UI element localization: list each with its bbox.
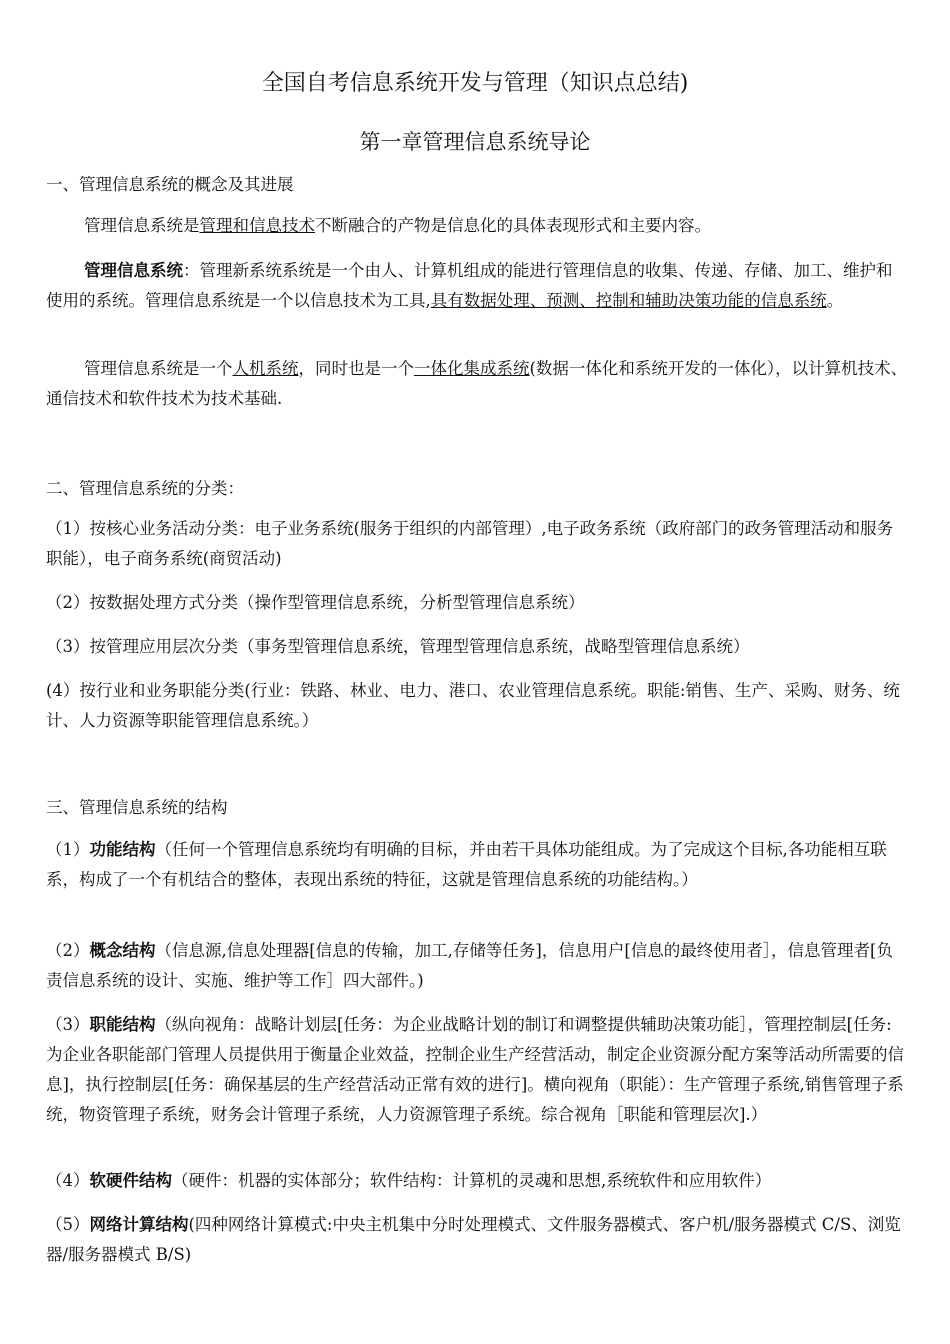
s2-item-3: （3）按管理应用层次分类（事务型管理信息系统，管理型管理信息系统，战略型管理信息系统） bbox=[46, 637, 750, 656]
underline-text: 人机系统 bbox=[232, 359, 299, 378]
s3-item-2: （2）概念结构（信息源,信息处理器[信息的传输，加工,存储等任务]，信息用户[信息的最终使用者］，信息管理者[负责信息系统的设计、实施、维护等工作］四大部件。) bbox=[46, 941, 893, 990]
section-3-heading: 三、管理信息系统的结构 bbox=[46, 798, 228, 817]
underline-text: 具有数据处理、预测、控制和辅助决策功能的信息系统 bbox=[430, 291, 827, 310]
s2-item-1: （1）按核心业务活动分类：电子业务系统(服务于组织的内部管理）,电子政务系统（政府部门的政务管理活动和服务职能），电子商务系统(商贸活动) bbox=[46, 519, 894, 568]
bold-term: 职能结构 bbox=[89, 1015, 156, 1034]
s2-item-4: (4）按行业和业务职能分类(行业：铁路、林业、电力、港口、农业管理信息系统。职能:销售、生产、采购、财务、统计、人力资源等职能管理信息系统。） bbox=[46, 681, 900, 730]
section-1-heading: 一、管理信息系统的概念及其进展 bbox=[46, 175, 294, 194]
bold-term: 网络计算结构 bbox=[89, 1215, 189, 1234]
bold-term: 管理信息系统 bbox=[84, 261, 183, 280]
bold-term: 软硬件结构 bbox=[89, 1171, 172, 1190]
s3-item-5: （5）网络计算结构(四种网络计算模式:中央主机集中分时处理模式、文件服务器模式、客户机/服务器模式 C/S、浏览器/服务器模式 B/S) bbox=[46, 1215, 901, 1264]
s3-item-3: （3）职能结构（纵向视角：战略计划层[任务：为企业战略计划的制订和调整提供辅助决策功能］，管理控制层[任务:为企业各职能部门管理人员提供用于衡量企业效益，控制企业生产经营活动，制定企业资源分配方案等活动所需要的信息]，执行控制层[任务：确保基层的生产经营活动正常有效的进行]。横向视角（职能）：生产管理子系统,销售管理子系统，物资管理子系统，财务会计管理子系统，人力资源管理子系统。综合视角［职能和管理层次].） bbox=[46, 1015, 904, 1124]
s2-item-2: （2）按数据处理方式分类（操作型管理信息系统，分析型管理信息系统） bbox=[46, 593, 585, 612]
s3-item-4: （4）软硬件结构（硬件：机器的实体部分；软件结构：计算机的灵魂和思想,系统软件和应用软件） bbox=[46, 1171, 772, 1190]
section-2-heading: 二、管理信息系统的分类： bbox=[46, 479, 244, 498]
document-title: 全国自考信息系统开发与管理（知识点总结) bbox=[261, 71, 689, 96]
chapter-title: 第一章管理信息系统导论 bbox=[359, 130, 591, 154]
bold-term: 功能结构 bbox=[89, 840, 156, 859]
underline-text: 管理和信息技术 bbox=[199, 216, 315, 235]
s1-paragraph-3: 管理信息系统是一个人机系统，同时也是一个一体化集成系统(数据一体化和系统开发的一体化），以计算机技术、通信技术和软件技术为技术基础. bbox=[46, 359, 908, 408]
bold-term: 概念结构 bbox=[89, 941, 156, 960]
s1-paragraph-2: 管理信息系统：管理新系统系统是一个由人、计算机组成的能进行管理信息的收集、传递、存储、加工、维护和使用的系统。管理信息系统是一个以信息技术为工具,具有数据处理、预测、控制和辅助决策功能的信息系统。 bbox=[46, 261, 893, 310]
s1-paragraph-1: 管理信息系统是管理和信息技术不断融合的产物是信息化的具体表现形式和主要内容。 bbox=[84, 216, 711, 235]
s3-item-1: （1）功能结构（任何一个管理信息系统均有明确的目标，并由若干具体功能组成。为了完成这个目标,各功能相互联系，构成了一个有机结合的整体，表现出系统的特征，这就是管理信息系统的功能结构。） bbox=[46, 840, 887, 889]
underline-text: 一体化集成系统 bbox=[414, 359, 530, 378]
